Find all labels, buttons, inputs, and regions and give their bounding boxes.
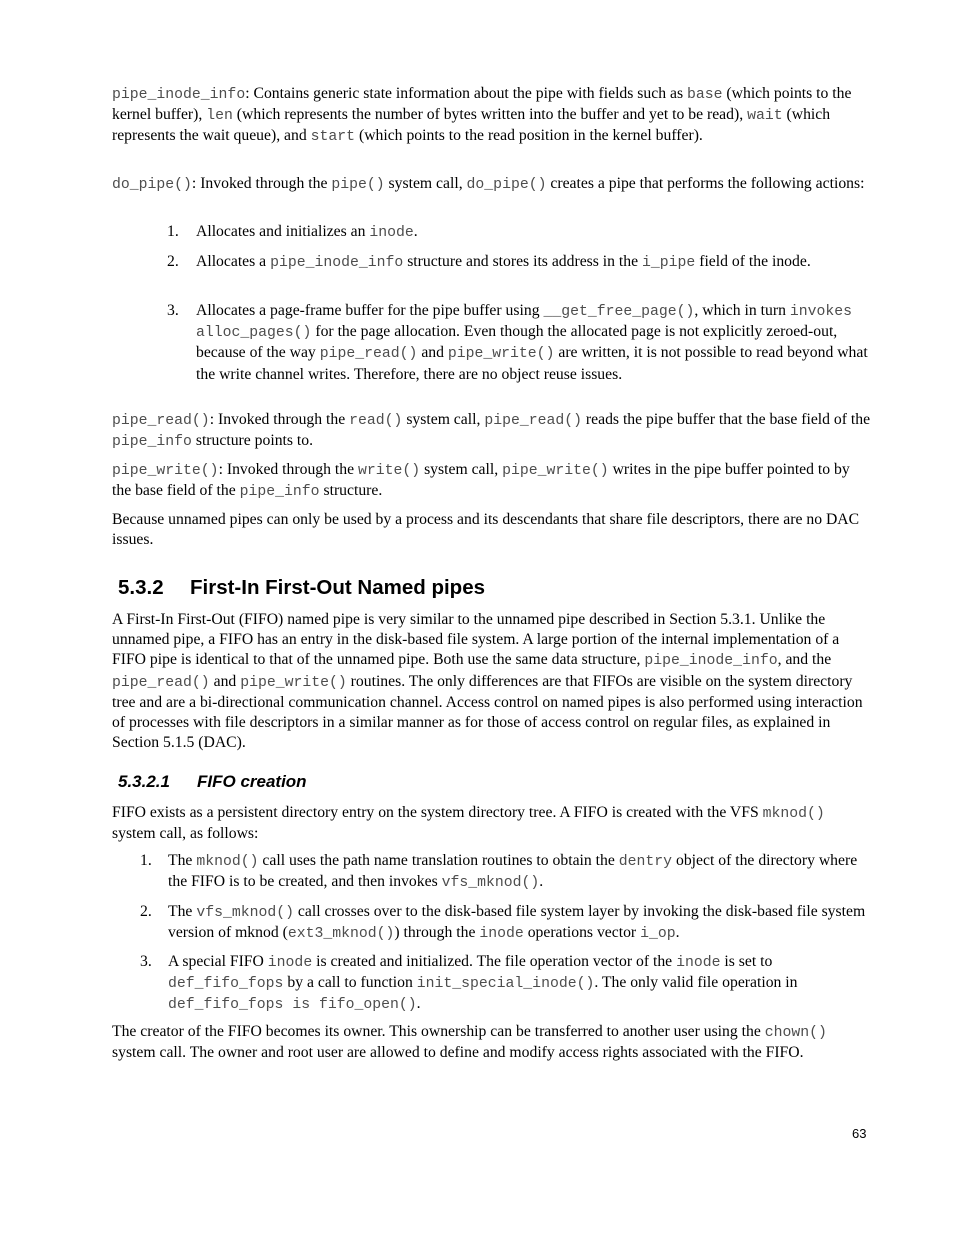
subsection-number: 5.3.2.1 (118, 772, 170, 791)
code-term: pipe_inode_info (644, 653, 778, 670)
code-term: def_fifo_fops is fifo_open() (168, 997, 417, 1014)
code-term: ext3_mknod() (287, 926, 395, 943)
list-item: Allocates and initializes an inode. (196, 223, 418, 241)
code-term: pipe_write() (112, 463, 219, 479)
code-term: base (686, 87, 723, 103)
code-term: pipe_info (239, 484, 320, 501)
code-term: pipe_write() (447, 346, 555, 363)
code-term: __get_free_page() (543, 304, 695, 320)
list-item: The vfs_mknod() call crosses over to the disk-based file system layer by invoking the disk-based file system version of mknod (ext3_mknod()) through the inode operations vector i_op. (168, 903, 866, 943)
list-number: 2. (167, 253, 179, 270)
list-number: 3. (167, 302, 179, 319)
code-term: pipe_read() (112, 413, 210, 429)
list-item: A special FIFO inode is created and initialized. The file operation vector of the inode is set to def_fifo_fops by a call to function init_special_inode(). The only valid file operation in def_fifo_fops is fifo_open(). (168, 953, 798, 1014)
paragraph-fifo-creation: FIFO exists as a persistent directory entry on the system directory tree. A FIFO is created with the VFS mknod() system call, as follows: (112, 804, 825, 843)
section-heading (118, 576, 485, 600)
paragraph-fifo-intro: A First-In First-Out (FIFO) named pipe is very similar to the unnamed pipe described in Section 5.3.1. Unlike the unnamed pipe, a FIFO has an entry in the disk-based file system. A large portion of the internal implementation of a FIFO pipe is identical to that of the unnamed pipe. Both use the same data structure, pipe_inode_info, and the pipe_read() and pipe_write() routines. The only differences are that FIFOs are visible on the system directory tree and are a bi-directional communication channel. Access control on named pipes is also performed using interaction of processes with file descriptors in a similar manner as for those of access control on regular files, as explained in Section 5.1.5 (DAC). (112, 611, 863, 752)
code-term: invokes alloc_pages() (196, 304, 853, 342)
list-item: Allocates a page-frame buffer for the pipe buffer using __get_free_page(), which in turn invokes alloc_pages() for the page allocation. Even though the allocated page is not explicitly zeroed-out, because of the way pipe_read() and pipe_write() are written, it is not possible to read beyond what the write channel writes. Therefore, there are no object reuse issues. (196, 302, 868, 383)
code-term: init_special_inode() (416, 976, 595, 993)
section-title: First-In First-Out Named pipes (190, 576, 485, 599)
code-term: pipe_inode_info (112, 87, 246, 103)
paragraph-dac-issues: Because unnamed pipes can only be used by a process and its descendants that share file descriptors, there are no DAC issues. (112, 511, 860, 549)
code-term: do_pipe() (112, 177, 192, 193)
list-number: 1. (167, 223, 179, 240)
page-number: 63 (852, 1126, 867, 1141)
code-term: inode (369, 225, 414, 241)
code-term: pipe_info (112, 434, 192, 451)
list-item: Allocates a pipe_inode_info structure and stores its address in the i_pipe field of the inode. (196, 253, 811, 271)
code-term: pipe_read() (319, 346, 418, 363)
code-term: mknod() (196, 854, 259, 870)
code-term: inode (479, 926, 524, 943)
code-term: inode (676, 955, 721, 971)
paragraph-fifo-owner: The creator of the FIFO becomes its owner. This ownership can be transferred to another user using the chown() system call. The owner and root user are allowed to define and modify access rights associated with the FIFO. (112, 1023, 827, 1062)
code-term: len (206, 108, 233, 125)
code-term: def_fifo_fops (168, 976, 284, 993)
code-term: do_pipe() (466, 177, 547, 193)
list-number: 2. (140, 903, 152, 920)
code-term: inode (267, 955, 313, 971)
code-term: i_op (640, 926, 676, 943)
section-number: 5.3.2 (118, 576, 164, 599)
code-term: vfs_mknod() (196, 905, 294, 921)
code-term: start (310, 129, 356, 146)
paragraph-pipe-write: pipe_write(): Invoked through the write() system call, pipe_write() writes in the pipe buffer pointed to by the base field of the pipe_info structure. (112, 461, 850, 501)
code-term: pipe_read() (484, 413, 582, 429)
paragraph-pipe-read: pipe_read(): Invoked through the read() system call, pipe_read() reads the pipe buffer that the base field of the pipe_info structure points to. (112, 411, 871, 451)
subsection-title: FIFO creation (197, 772, 307, 791)
code-term: wait (747, 108, 783, 125)
code-term: pipe_write() (240, 674, 347, 691)
list-number: 1. (140, 852, 152, 869)
list-number: 3. (140, 953, 152, 970)
code-term: i_pipe (642, 255, 696, 271)
code-term: read() (349, 413, 403, 429)
list-item: The mknod() call uses the path name translation routines to obtain the dentry object of the directory where the FIFO is to be created, and then invokes vfs_mknod(). (168, 852, 858, 892)
code-term: pipe_read() (112, 674, 210, 691)
code-term: vfs_mknod() (441, 875, 540, 892)
code-term: pipe() (331, 177, 385, 193)
code-term: pipe_inode_info (270, 255, 404, 271)
code-term: dentry (618, 854, 673, 870)
code-term: write() (357, 463, 421, 479)
code-term: mknod() (762, 806, 825, 822)
paragraph-do-pipe: do_pipe(): Invoked through the pipe() system call, do_pipe() creates a pipe that performs the following actions: (112, 175, 865, 193)
code-term: pipe_write() (502, 463, 609, 479)
subsection-heading (118, 772, 307, 792)
paragraph-pipe-inode-info: pipe_inode_info: Contains generic state information about the pipe with fields such as base (which points to the kernel buffer), len (which represents the number of bytes written into the buffer and yet to be read), wait (which represents the wait queue), and start (which points to the read position in the kernel buffer). (112, 85, 852, 146)
code-term: chown() (764, 1025, 827, 1041)
